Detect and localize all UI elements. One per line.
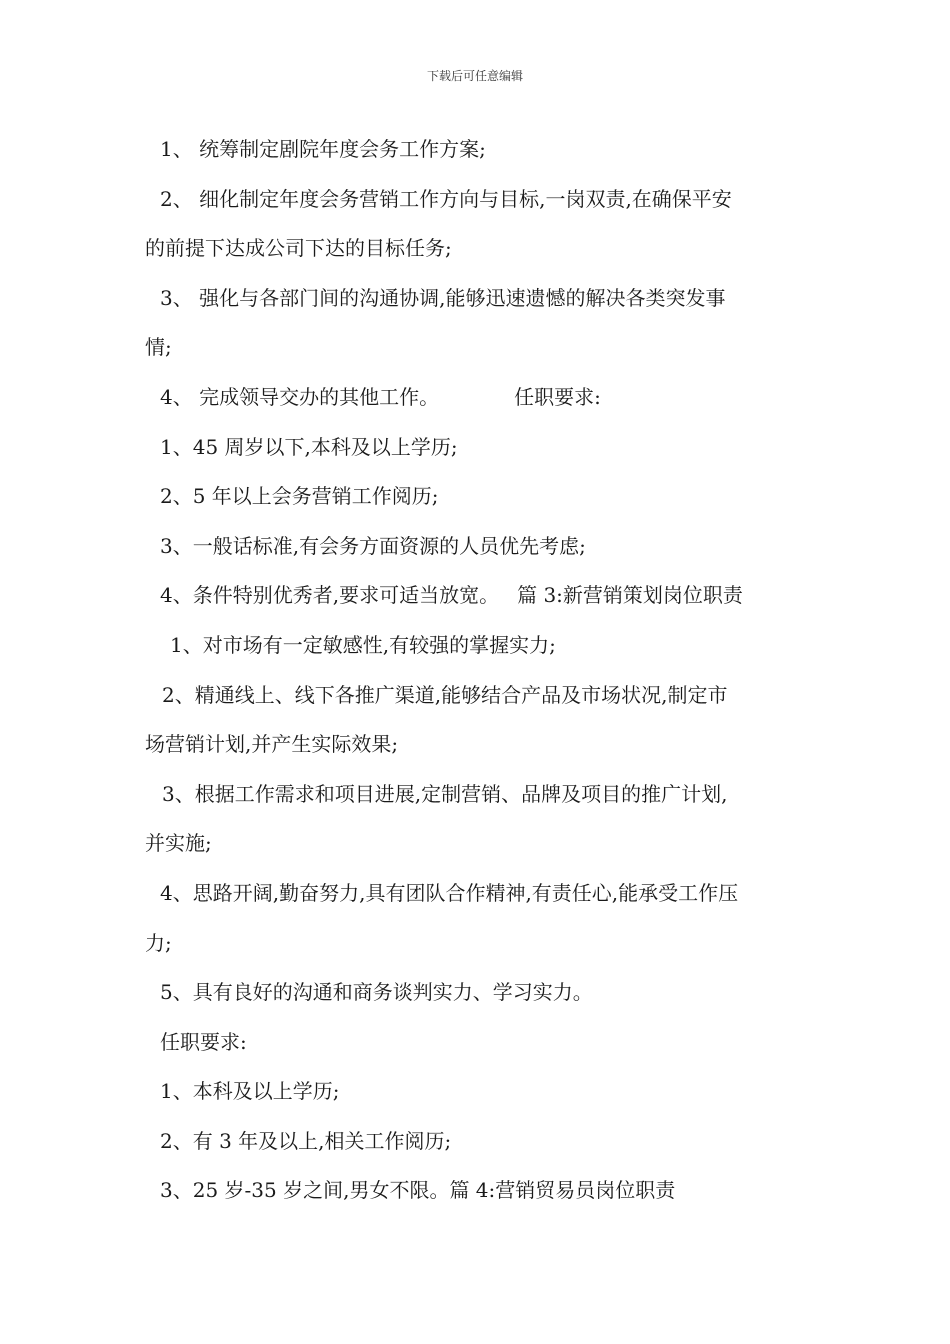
text-segment: 2、5 年以上会务营销工作阅历; [160, 484, 439, 509]
text-line [145, 331, 810, 381]
text-segment: 场营销计划,并产生实际效果; [145, 732, 399, 757]
text-line [145, 381, 810, 431]
text-segment: 2、有 3 年及以上,相关工作阅历; [160, 1128, 452, 1153]
text-segment: 3、根据工作需求和项目进展,定制营销、品牌及项目的推广计划, [162, 781, 728, 806]
text-segment: 4、条件特别优秀者,要求可适当放宽。 [160, 583, 500, 608]
text-segment: 情; [145, 335, 172, 360]
text-segment: 3、 强化与各部门间的沟通协调,能够迅速遗憾的解决各类突发事 [160, 285, 726, 310]
text-line [145, 579, 810, 629]
text-segment: 1、本科及以上学历; [160, 1079, 340, 1104]
text-line [145, 927, 810, 977]
text-line [145, 1075, 810, 1125]
text-line [145, 282, 810, 332]
text-segment: 2、 细化制定年度会务营销工作方向与目标,一岗双责,在确保平安 [160, 186, 732, 211]
text-line [145, 877, 810, 927]
text-segment: 1、对市场有一定敏感性,有较强的掌握实力; [170, 632, 556, 657]
text-line [145, 480, 810, 530]
text-line [145, 778, 810, 828]
text-line [145, 976, 810, 1026]
text-line [145, 1174, 810, 1224]
text-segment: 并实施; [145, 831, 212, 856]
text-line [145, 183, 810, 233]
text-segment: 1、45 周岁以下,本科及以上学历; [160, 434, 458, 459]
text-line [145, 679, 810, 729]
text-line [145, 1026, 810, 1076]
text-segment: 4、思路开阔,勤奋努力,具有团队合作精神,有责任心,能承受工作压 [160, 880, 739, 905]
text-line [145, 232, 810, 282]
page-header: 下载后可任意编辑 [426, 69, 523, 83]
text-segment: 1、 统筹制定剧院年度会务工作方案; [160, 137, 486, 161]
text-line [145, 133, 810, 183]
text-line [145, 1125, 810, 1175]
text-segment: 的前提下达成公司下达的目标任务; [145, 236, 452, 261]
text-segment: 3、25 岁-35 岁之间,男女不限。篇 4:营销贸易员岗位职责 [160, 1178, 676, 1203]
text-segment: 任职要求: [160, 1029, 247, 1054]
text-line [145, 728, 810, 778]
text-segment: 3、一般话标准,有会务方面资源的人员优先考虑; [160, 533, 586, 558]
document-body [145, 133, 810, 1224]
text-line [145, 530, 810, 580]
text-segment: 篇 3:新营销策划岗位职责 [517, 583, 743, 608]
text-segment: 任职要求: [514, 384, 601, 409]
text-segment: 力; [145, 930, 172, 955]
text-line [145, 629, 810, 679]
text-segment: 2、精通线上、线下各推广渠道,能够结合产品及市场状况,制定市 [162, 682, 728, 707]
text-line [145, 827, 810, 877]
text-line [145, 431, 810, 481]
text-segment: 5、具有良好的沟通和商务谈判实力、学习实力。 [160, 980, 593, 1005]
text-segment: 4、 完成领导交办的其他工作。 [160, 384, 440, 409]
